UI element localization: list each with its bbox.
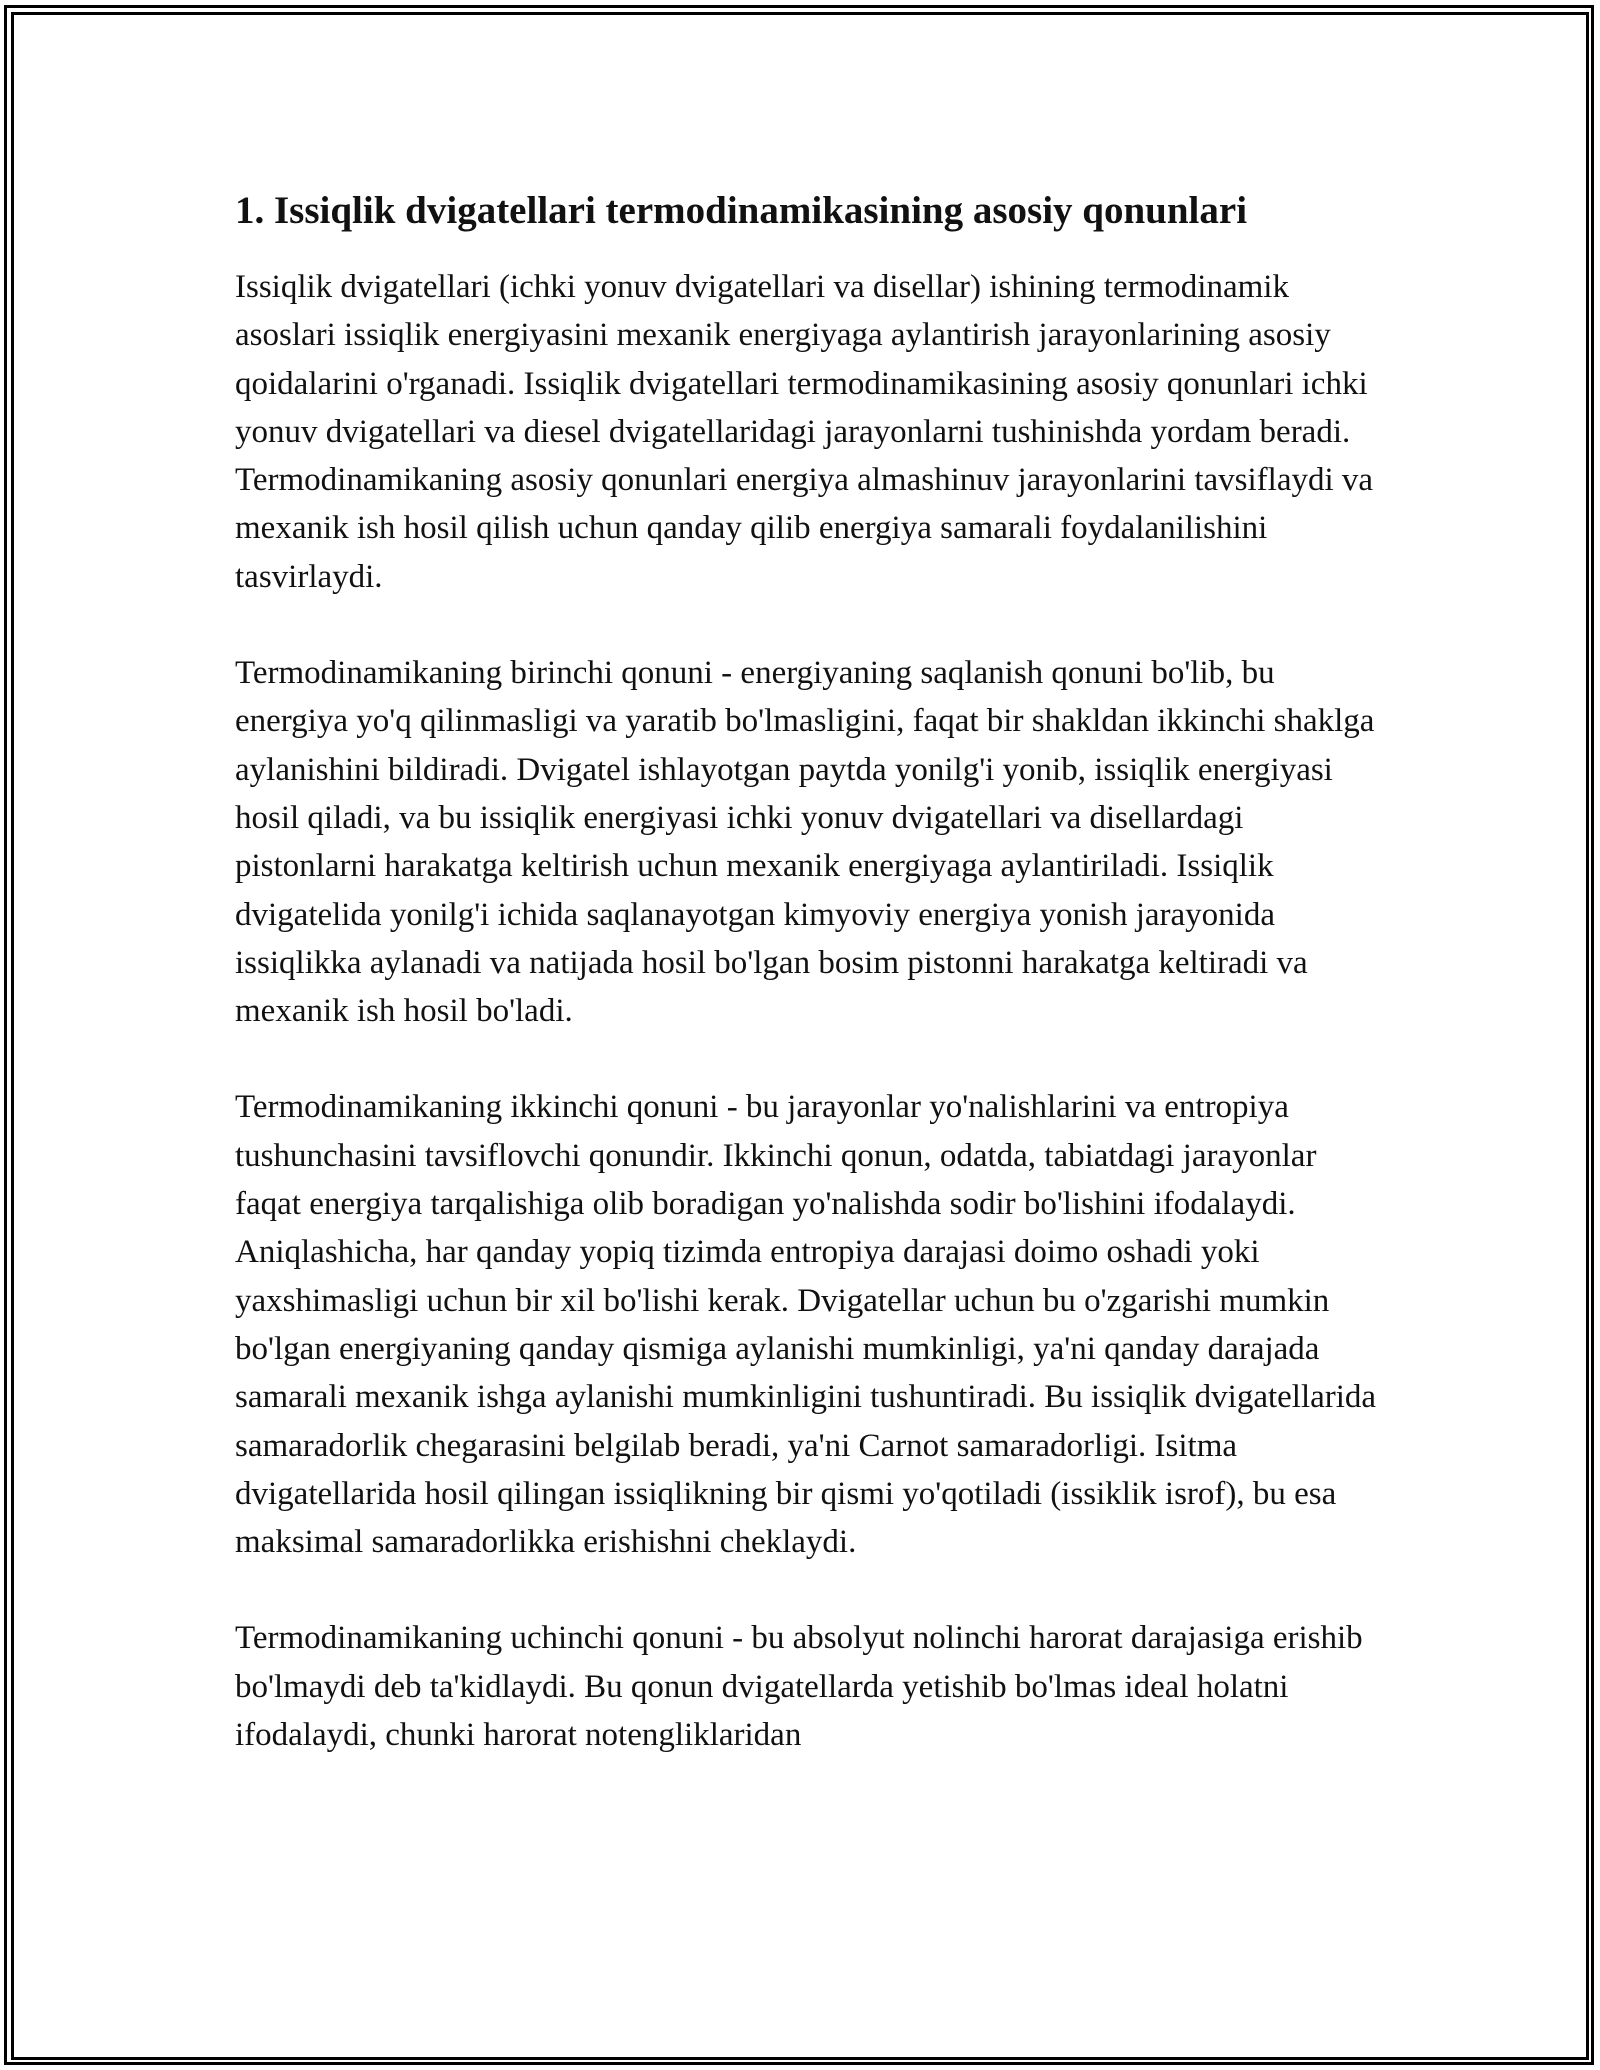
paragraph-second-law: Termodinamikaning ikkinchi qonuni - bu jarayonlar yo'nalishlarini va entropiya tushunchasini tavsiflovchi qonundir. Ikkinchi qonun, odatda, tabiatdagi jarayonlar faqat energiya tarqalishiga olib boradigan yo'nalishda sodir bo'lishini ifodalaydi. Aniqlashicha, har qanday yopiq tizimda entropiya darajasi doimo oshadi yoki yaxshimasligi uchun bir xil bo'lishi kerak. Dvigatellar uchun bu o'zgarishi mumkin bo'lgan energiyaning qanday qismiga aylanishi mumkinligi, ya'ni qanday darajada samarali mexanik ishga aylanishi mumkinligini tushuntiradi. Bu issiqlik dvigatellarida samaradorlik chegarasini belgilab beradi, ya'ni Carnot samaradorligi. Isitma dvigatellarida hosil qilingan issiqlikning bir qismi yo'qotiladi (issiklik isrof), bu esa maksimal samaradorlikka erishishni cheklaydi. — [235, 1089, 1377, 1561]
paragraph-third-law: Termodinamikaning uchinchi qonuni - bu absolyut nolinchi harorat darajasiga erishib bo'lmaydi deb ta'kidlaydi. Bu qonun dvigatellarda yetishib bo'lmas ideal holatni ifodalaydi, chunki harorat notengliklaridan — [235, 1620, 1363, 1754]
section-heading: 1. Issiqlik dvigatellari termodinamikasining asosiy qonunlari — [235, 189, 1248, 232]
paragraph-intro: Issiqlik dvigatellari (ichki yonuv dvigatellari va disellar) ishining termodinamik asoslari issiqlik energiyasini mexanik energiyaga aylantirish jarayonlarining asosiy qoidalarini o'rganadi. Issiqlik dvigatellari termodinamikasining asosiy qonunlari ichki yonuv dvigatellari va diesel dvigatellaridagi jarayonlarni tushinishda yordam beradi. Termodinamikaning asosiy qonunlari energiya almashinuv jarayonlarini tavsiflaydi va mexanik ish hosil qilish uchun qanday qilib energiya samarali foydalanilishini tasvirlaydi. — [235, 269, 1374, 595]
paragraph-first-law: Termodinamikaning birinchi qonuni - energiyaning saqlanish qonuni bo'lib, bu energiya yo'q qilinmasligi va yaratib bo'lmasligini, faqat bir shakldan ikkinchi shaklga aylanishini bildiradi. Dvigatel ishlayotgan paytda yonilg'i yonib, issiqlik energiyasi hosil qiladi, va bu issiqlik energiyasi ichki yonuv dvigatellari va disellardagi pistonlarni harakatga keltirish uchun mexanik energiyaga aylantiriladi. Issiqlik dvigatelida yonilg'i ichida saqlanayotgan kimyoviy energiya yonish jarayonida issiqlikka aylanadi va natijada hosil bo'lgan bosim pistonni harakatga keltiradi va mexanik ish hosil bo'ladi. — [235, 655, 1375, 1030]
document-body — [235, 185, 1385, 1807]
